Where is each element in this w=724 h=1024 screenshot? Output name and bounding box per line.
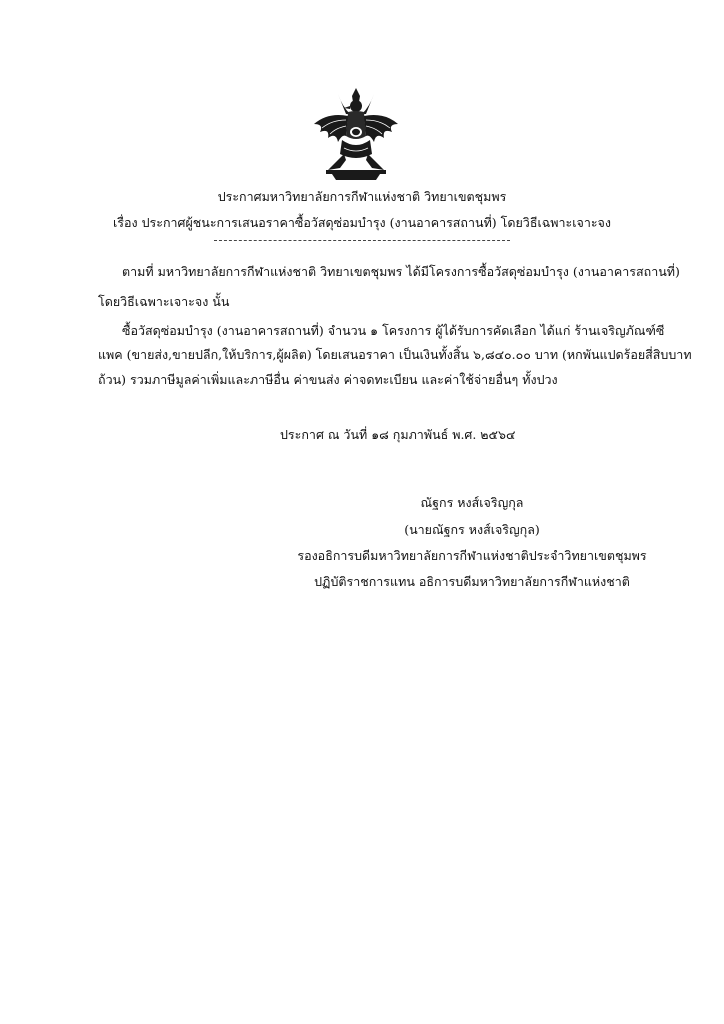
signature-position: รองอธิการบดีมหาวิทยาลัยการกีฬาแห่งชาติประจำวิทยาเขตชุมพร — [297, 548, 647, 563]
signature-full-name: (นายณัฐกร หงส์เจริญกุล) — [404, 522, 540, 537]
paragraph-2-line-3: ถ้วน) รวมภาษีมูลค่าเพิ่มและภาษีอื่น ค่าขนส่ง ค่าจดทะเบียน และค่าใช้จ่ายอื่นๆ ทั้งปวง — [98, 372, 558, 387]
paragraph-2-line-1: ซื้อวัสดุซ่อมบำรุง (งานอาคารสถานที่) จำนวน ๑ โครงการ ผู้ได้รับการคัดเลือก ได้แก่ ร้านเจริญภัณฑ์ซี — [122, 323, 665, 338]
paragraph-1-line-2: โดยวิธีเฉพาะเจาะจง นั้น — [98, 294, 230, 309]
document-heading-org: ประกาศมหาวิทยาลัยการกีฬาแห่งชาติ วิทยาเขตชุมพร — [217, 189, 507, 204]
garuda-emblem-icon — [306, 84, 406, 184]
document-heading-subject: เรื่อง ประกาศผู้ชนะการเสนอราคาซื้อวัสดุซ่อมบำรุง (งานอาคารสถานที่) โดยวิธีเฉพาะเจาะจง — [113, 215, 611, 230]
paragraph-1-line-1: ตามที่ มหาวิทยาลัยการกีฬาแห่งชาติ วิทยาเขตชุมพร ได้มีโครงการซื้อวัสดุซ่อมบำรุง (งานอาคารสถานที่) — [122, 264, 680, 279]
signature-acting-for: ปฏิบัติราชการแทน อธิการบดีมหาวิทยาลัยการกีฬาแห่งชาติ — [314, 574, 630, 589]
announcement-date: ประกาศ ณ วันที่ ๑๘ กุมภาพันธ์ พ.ศ. ๒๕๖๔ — [280, 427, 516, 442]
signature-name: ณัฐกร หงส์เจริญกุล — [420, 495, 524, 510]
heading-divider — [214, 240, 510, 241]
paragraph-2-line-2: แพค (ขายส่ง,ขายปลีก,ให้บริการ,ผู้ผลิต) โดยเสนอราคา เป็นเงินทั้งสิ้น ๖,๘๔๐.๐๐ บาท (หกพันแปดร้อยสี่สิบบาท — [98, 347, 692, 362]
